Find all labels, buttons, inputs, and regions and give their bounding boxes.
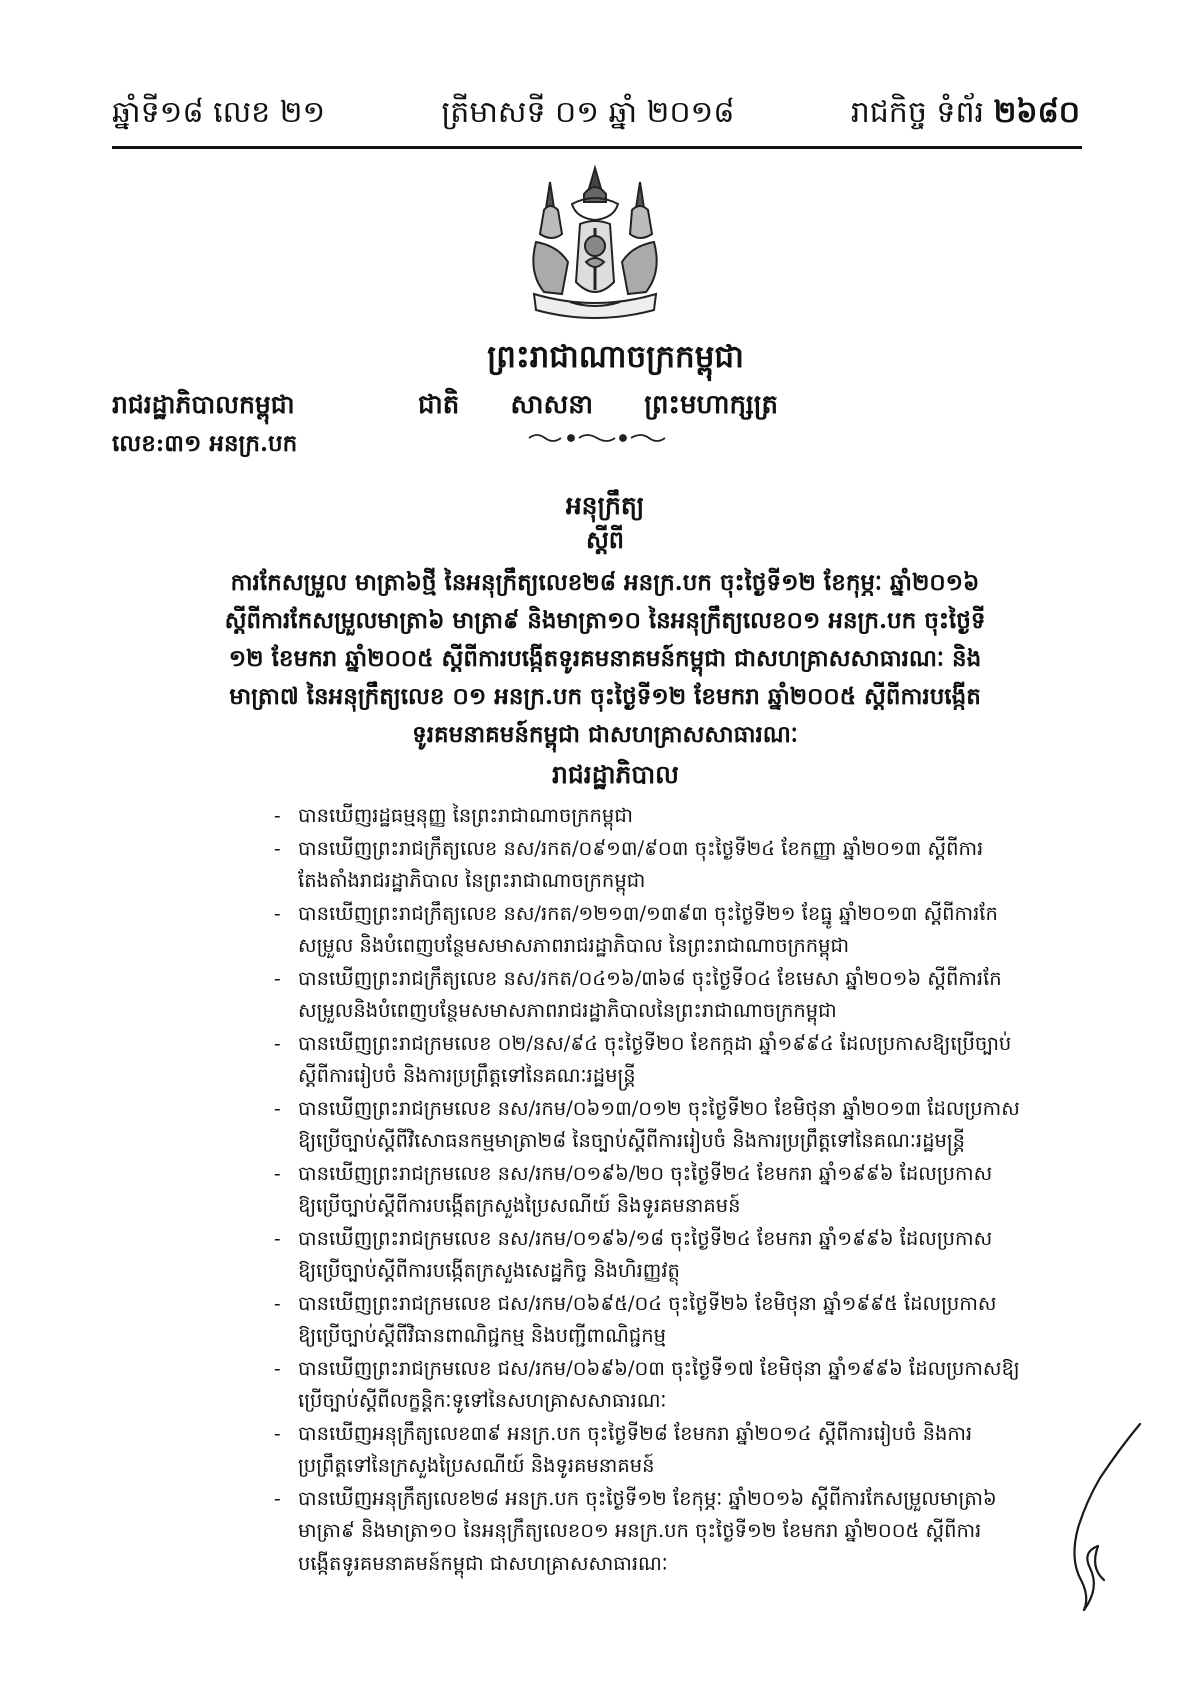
consideration-continuation: បង្កើតទូរគមនាគមន៍កម្ពុជា ជាសហគ្រាសសាធារណៈ [298,1551,668,1575]
government-heading: រាជរដ្ឋាភិបាល [552,760,679,789]
about-label: ស្តីពី [585,525,625,554]
consideration-item: - បានឃើញព្រះរាជក្រមលេខ ជស/រកម/០៦៩៦/០៣ ចុះថ្ងៃទី១៧ ខែមិថុនា ឆ្នាំ១៩៩៦ ដែលប្រកាសឱ្យ [274,1353,1082,1386]
subject-line: ស្តីពីការកែសម្រួលមាត្រា៦ មាត្រា៩ និងមាត្រា១០ នៃអនុក្រឹត្យលេខ០១ អនក្រ.បក ចុះថ្ងៃទី [224,607,986,634]
consideration-continuation: ប្រព្រឹត្តទៅនៃក្រសួងប្រៃសណីយ៍ និងទូរគមនាគមន៍ [298,1454,655,1477]
gazette-page-number: ២៦៨០ [993,95,1080,130]
subject-line: មាត្រា៧ នៃអនុក្រឹត្យលេខ ០១ អនក្រ.បក ចុះថ្ងៃទី១២ ខែមករា ឆ្នាំ២០០៥ ស្តីពីការបង្កើត [229,683,981,710]
consideration-continuation: ប្រើច្បាប់ស្តីពីលក្ខន្តិកៈទូទៅនៃសហគ្រាសសាធារណៈ [298,1389,667,1412]
handwritten-signature-icon [1060,1418,1150,1618]
consideration-continuation: មាត្រា៩ និងមាត្រា១០ នៃអនុក្រឹត្យលេខ០១ អនក្រ.បក ចុះថ្ងៃទី១២ ខែមករា ឆ្នាំ២០០៥ ស្តីពីការ [298,1519,982,1542]
consideration-item: - បានឃើញព្រះរាជក្រមលេខ នស/រកម/០១៩៦/១៨ ចុះថ្ងៃទី២៤ ខែមករា ឆ្នាំ១៩៩៦ ដែលប្រកាស [274,1223,1082,1256]
consideration-continuation: ឱ្យប្រើច្បាប់ស្តីពីវិសោធនកម្មមាត្រា២៨ នៃច្បាប់ស្តីពីការរៀបចំ និងការប្រព្រឹត្តទៅនៃគណៈរដ្ឋមន្ត្រី [298,1129,966,1152]
consideration-item: - បានឃើញព្រះរាជក្រមលេខ ០២/នស/៩៤ ចុះថ្ងៃទី២០ ខែកក្កដា ឆ្នាំ១៩៩៤ ដែលប្រកាសឱ្យប្រើច្បាប់ [274,1028,1082,1061]
motto-nation: ជាតិ [418,390,460,420]
ornament-divider-icon [527,430,667,446]
consideration-item: - បានឃើញព្រះរាជក្រមលេខ ជស/រកម/០៦៩៥/០៤ ចុះថ្ងៃទី២៦ ខែមិថុនា ឆ្នាំ១៩៩៥ ដែលប្រកាស [274,1288,1082,1321]
royal-coat-of-arms-icon [510,162,680,332]
consideration-item: - បានឃើញអនុក្រឹត្យលេខ២៨ អនក្រ.បក ចុះថ្ងៃទី១២ ខែកុម្ភៈ ឆ្នាំ២០១៦ ស្តីពីការកែសម្រួលមាត្រា៦ [274,1483,1082,1516]
consideration-item: - បានឃើញព្រះរាជក្រឹត្យលេខ នស/រកត/១២១៣/១៣៩៣ ចុះថ្ងៃទី២១ ខែធ្នូ ឆ្នាំ២០១៣ ស្តីពីការកែ [274,898,1082,931]
consideration-continuation: សម្រួលនិងបំពេញបន្ថែមសមាសភាពរាជរដ្ឋាភិបាលនៃព្រះរាជាណាចក្រកម្ពុជា [298,999,837,1022]
subject-line: ១២ ខែមករា ឆ្នាំ២០០៥ ស្តីពីការបង្កើតទូរគមនាគមន៍កម្ពុជា ជាសហគ្រាសសាធារណៈ និង [228,645,982,672]
motto-king: ព្រះមហាក្សត្រ [644,390,778,420]
issuing-authority: រាជរដ្ឋាភិបាលកម្ពុជា [112,390,295,419]
consideration-continuation: ឱ្យប្រើច្បាប់ស្តីពីការបង្កើតក្រសួងសេដ្ឋកិច្ច និងហិរញ្ញវត្ថុ [298,1259,680,1282]
consideration-item: - បានឃើញអនុក្រឹត្យលេខ៣៩ អនក្រ.បក ចុះថ្ងៃទី២៨ ខែមករា ឆ្នាំ២០១៤ ស្តីពីការរៀបចំ និងការ [274,1418,1082,1451]
consideration-item: - បានឃើញព្រះរាជក្រមលេខ នស/រកម/០១៩៦/២០ ចុះថ្ងៃទី២៤ ខែមករា ឆ្នាំ១៩៩៦ ដែលប្រកាស [274,1158,1082,1191]
consideration-continuation: តែងតាំងរាជរដ្ឋាភិបាល នៃព្រះរាជាណាចក្រកម្ពុជា [298,869,646,892]
national-motto [418,388,778,426]
subject-line: ទូរគមនាគមន៍កម្ពុជា ជាសហគ្រាសសាធារណៈ [412,721,798,748]
gazette-page-label: រាជកិច្ច ទំព័រ [850,95,985,130]
gazette-volume: ឆ្នាំទី១៨ លេខ ២១ [112,95,326,130]
consideration-item: - បានឃើញព្រះរាជក្រមលេខ នស/រកម/០៦១៣/០១២ ចុះថ្ងៃទី២០ ខែមិថុនា ឆ្នាំ២០១៣ ដែលប្រកាស [274,1093,1082,1126]
consideration-continuation: ស្តីពីការរៀបចំ និងការប្រព្រឹត្តទៅនៃគណៈរដ្ឋមន្ត្រី [298,1064,636,1087]
consideration-item: - បានឃើញព្រះរាជក្រឹត្យលេខ នស/រកត/០៩១៣/៩០៣ ចុះថ្ងៃទី២៤ ខែកញ្ញា ឆ្នាំ២០១៣ ស្តីពីការ [274,833,1082,866]
document-type: អនុក្រឹត្យ [565,491,645,520]
gazette-page-ref [851,93,1080,137]
decree-title-block [130,488,1080,754]
consideration-continuation: សម្រួល និងបំពេញបន្ថែមសមាសភាពរាជរដ្ឋាភិបាល នៃព្រះរាជាណាចក្រកម្ពុជា [298,934,850,957]
header-rule [112,146,1082,149]
subject-line: ការកែសម្រួល មាត្រា៦ថ្មី នៃអនុក្រឹត្យលេខ២៨ អនក្រ.បក ចុះថ្ងៃទី១២ ខែកុម្ភៈ ឆ្នាំ២០១៦ [230,569,980,596]
gazette-quarter: ត្រីមាសទី ០១ ឆ្នាំ ២០១៨ [441,95,735,130]
considerations-list [274,800,1082,1580]
motto-religion: សាសនា [510,390,594,420]
consideration-item: - បានឃើញព្រះរាជក្រឹត្យលេខ នស/រកត/០៤១៦/៣៦៨ ចុះថ្ងៃទី០៤ ខែមេសា ឆ្នាំ២០១៦ ស្តីពីការកែ [274,963,1082,996]
decree-reference-number: លេខ:៣១ អនក្រ.បក [112,430,298,457]
consideration-item: - បានឃើញរដ្ឋធម្មនុញ្ញ នៃព្រះរាជាណាចក្រកម្ពុជា [274,800,1082,833]
consideration-continuation: ឱ្យប្រើច្បាប់ស្តីពីវិធានពាណិជ្ជកម្ម និងបញ្ជីពាណិជ្ជកម្ម [298,1324,667,1347]
decree-subject [130,564,1080,754]
consideration-continuation: ឱ្យប្រើច្បាប់ស្តីពីការបង្កើតក្រសួងប្រៃសណីយ៍ និងទូរគមនាគមន៍ [298,1194,741,1217]
gazette-header [112,92,1080,138]
kingdom-title: ព្រះរាជាណាចក្រកម្ពុជា [487,339,744,375]
